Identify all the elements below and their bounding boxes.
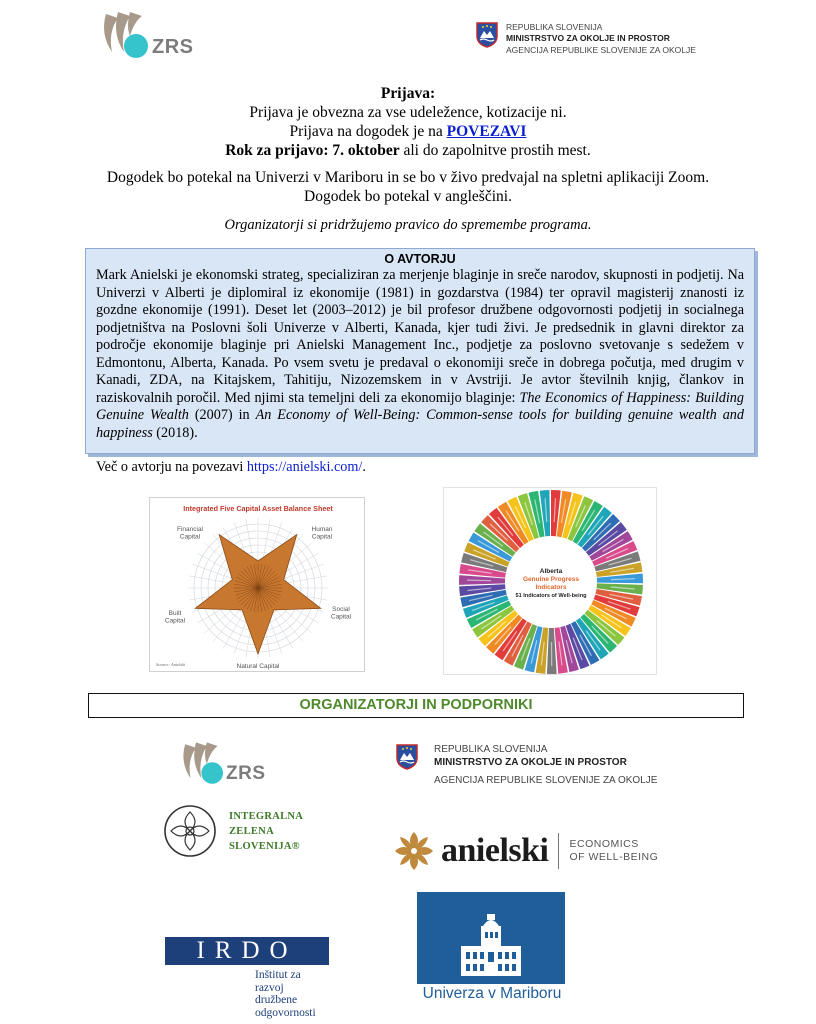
anielski-tag-1: ECONOMICS — [569, 838, 639, 850]
slovenia-coat-of-arms-icon — [396, 744, 418, 770]
gpi-segment-label — [467, 580, 491, 581]
um-building-icon — [417, 892, 565, 984]
label-natural: Natural Capital — [236, 663, 280, 670]
author-bio-text: Mark Anielski je ekonomski strateg, specializiran za merjenje blaginje in sreče narodov, skupnosti in podjetij. Na Univerzi v Alberti je diplomiral iz ekonomije (1981) in gozdarstva (1984) ter opravil magisterij znanosti iz gozdne ekonomije (1991). Deset let (2003–2012) je bil profesor družbene odgovornosti podjetij in socialnega podjetništva na Poslovni šoli Univerze v Alberti, Kanada, kjer tudi živi. Je predsednik in glavni direktor za področje ekonomije blaginje pri Anielski Management Inc., podjetje za poslovno svetovanje s sedežem v Edmontonu, Alberta, Kanada. Po vsem svetu je predaval o ekonomiji sreče in dobrega počutja, med drugim v Kanadi, ZDA, na Kitajskem, Tahitiju, Nizozemskem in v Avstriji. Je avtor številnih knjig, člankov in raziskovalnih poročil. Med njimi sta temeljni deli za ekonomijo blaginje: — [96, 267, 744, 406]
gpi-wheel-figure — [443, 487, 657, 675]
sponsor-ministry-logo — [396, 744, 657, 788]
author-book-1-year: (2007) in — [188, 407, 256, 423]
registration-deadline — [0, 141, 816, 160]
sponsor-ministry-line-2: MINISTRSTVO ZA OKOLJE IN PROSTOR — [434, 756, 627, 768]
ministry-line-2: MINISTRSTVO ZA OKOLJE IN PROSTOR — [506, 32, 670, 43]
disclaimer: Organizatorji si pridržujemo pravico do spremembe programa. — [224, 217, 592, 233]
um-label: Univerza v Mariboru — [422, 985, 562, 1002]
zrs-emblem-icon — [98, 10, 158, 62]
venue-line-1: Dogodek bo potekal na Univerzi v Mariboru in se bo v živo predvajal na spletni aplikaciji Zoom. — [106, 169, 710, 186]
anielski-logo — [393, 830, 658, 872]
registration-heading — [0, 84, 816, 103]
irdo-name: IRDO — [165, 937, 329, 965]
gpi-center-line-2: Genuine Progress — [523, 576, 579, 583]
ministry-logo — [476, 22, 696, 56]
author-title: O AVTORJU — [384, 252, 456, 266]
author-book-2-year: (2018). — [152, 424, 198, 441]
gpi-center-line-1: Alberta — [539, 568, 563, 575]
label-human: Human Capital — [311, 526, 333, 541]
irdo-sub-3: družbene — [255, 994, 298, 1006]
anielski-name: anielski — [441, 832, 549, 869]
zrs-logo — [98, 10, 194, 62]
author-book-2: An Economy of Well-Being: Common-sense tools for building genuine wealth and happiness — [96, 407, 744, 441]
izs-emblem-icon — [163, 804, 217, 858]
irdo-sub-4: odgovornosti — [255, 1006, 316, 1019]
izs-line-2: ZELENA — [229, 825, 274, 837]
sponsor-ministry-line-1: REPUBLIKA SLOVENIJA — [434, 744, 548, 755]
gpi-wheel-chart — [444, 488, 657, 675]
author-more — [96, 459, 744, 477]
izs-line-1: INTEGRALNA — [229, 810, 304, 822]
author-more-prefix: Več o avtorju na povezavi — [96, 459, 247, 475]
five-capital-chart — [150, 498, 365, 672]
author-more-suffix: . — [362, 459, 366, 475]
registration-heading-text: Prijava: — [380, 85, 436, 102]
zrs-emblem-icon — [178, 740, 232, 788]
label-built: Built Capital — [164, 610, 186, 625]
author-bio — [96, 267, 744, 442]
um-logo — [417, 892, 567, 1003]
zrs-logo-text: ZRS — [152, 35, 194, 58]
anielski-separator — [558, 833, 559, 869]
irdo-logo — [165, 937, 329, 1019]
um-emblem — [417, 892, 565, 984]
registration-line-2-prefix: Prijava na dogodek je na — [289, 123, 447, 140]
five-capital-figure — [149, 497, 365, 672]
ministry-line-3: AGENCIJA REPUBLIKE SLOVENIJE ZA OKOLJE — [506, 45, 696, 56]
sponsor-zrs-logo — [178, 740, 266, 788]
registration-deadline-rest: ali do zapolnitve prostih mest. — [399, 142, 591, 159]
venue-line-2: Dogodek bo potekal v angleščini. — [304, 188, 512, 205]
slovenia-coat-of-arms-icon — [476, 22, 498, 48]
registration-line-1: Prijava je obvezna za vse udeležence, kotizacije ni. — [249, 104, 567, 121]
gpi-center-line-4: 51 Indicators of Well-being — [515, 593, 587, 599]
gpi-center-line-3: Indicators — [535, 584, 567, 591]
izs-logo — [163, 804, 303, 858]
irdo-sub-1: Inštitut za — [255, 969, 301, 981]
sponsor-zrs-text: ZRS — [226, 763, 266, 784]
registration-line-2 — [0, 122, 816, 141]
label-social: Social Capital — [330, 606, 352, 621]
registration-link[interactable]: POVEZAVI — [446, 123, 527, 140]
izs-line-3: SLOVENIJA® — [229, 840, 300, 852]
anielski-emblem-icon — [393, 830, 435, 872]
ministry-line-1: REPUBLIKA SLOVENIJA — [506, 22, 603, 32]
figure-source: Source: Anielski — [156, 662, 186, 667]
author-box — [85, 248, 755, 475]
irdo-sub-2: razvoj — [255, 981, 284, 994]
registration-deadline-bold: Rok za prijavo: 7. oktober — [225, 142, 400, 159]
five-capital-title: Integrated Five Capital Asset Balance Sheet — [183, 504, 333, 513]
sponsor-ministry-line-3: AGENCIJA REPUBLIKE SLOVENIJE ZA OKOLJE — [434, 775, 658, 786]
label-financial: Financial Capital — [176, 526, 204, 541]
anielski-tag-2: OF WELL-BEING — [569, 851, 659, 863]
author-book-1: The Economics of Happiness: Building Genuine Wealth — [96, 389, 744, 423]
author-website-link[interactable]: https://anielski.com/ — [246, 459, 363, 475]
organizers-banner: ORGANIZATORJI IN PODPORNIKI — [88, 693, 744, 718]
